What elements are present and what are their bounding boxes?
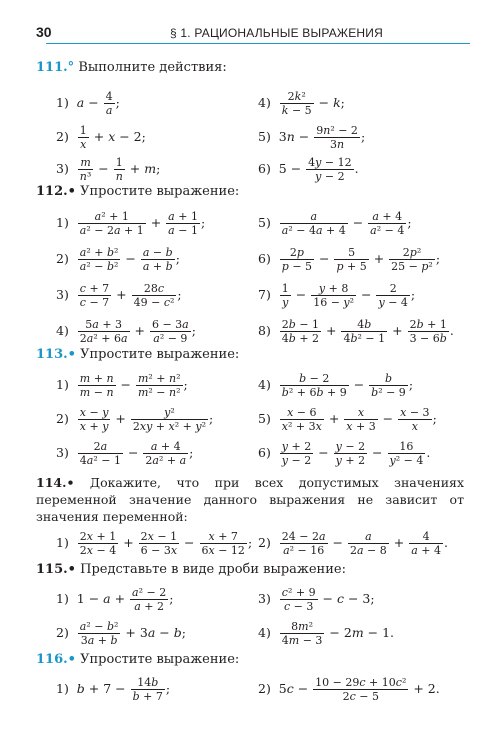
p111-item-3: 3) $\frac{m}{\text{n³}}$ − $\frac{1}{n}$ + m; xyxy=(56,156,161,183)
problem-instruction: Представьте в виде дроби выражение: xyxy=(80,562,346,577)
problem-116-heading xyxy=(36,652,239,667)
p112-item-4: 4) $\frac{5a + 3}{\text{2a² + 6a}}$ + $\frac{6 - 3a}{\text{a² − 9}}$ ; xyxy=(56,318,196,345)
problem-111-heading xyxy=(36,60,227,75)
problem-115-heading xyxy=(36,562,346,577)
p112-item-2: 2) $\frac{\text{a² + b²}}{\text{a² − b²}}$ − $\frac{a - b}{a + b}$ ; xyxy=(56,246,180,273)
p113-item-4: 4) $\frac{b - 2}{\text{b² + 6b + 9}}$ − $\frac{b}{\text{b² − 9}}$ ; xyxy=(258,372,414,399)
p113-item-6: 6) $\frac{y + 2}{y - 2}$ − $\frac{y - 2}{y + 2}$ − $\frac{16}{\text{y² − 4}}$ . xyxy=(258,440,431,467)
p115-item-1: 1) 1 − a + $\frac{\text{a² − 2}}{a + 2}$ ; xyxy=(56,586,174,613)
p115-item-4: 4) $\frac{\text{8m²}}{4m - 3}$ − 2m − 1. xyxy=(258,620,395,647)
p111-item-2: 2) $\frac{1}{x}$ + x − 2; xyxy=(56,124,146,151)
p116-item-1: 1) b + 7 − $\frac{14b}{b + 7}$ ; xyxy=(56,676,171,703)
p114-item-1: 1) $\frac{2x + 1}{2x - 4}$ + $\frac{2x - 1}{6 - 3x}$ − $\frac{x + 7}{6x - 12}$ ; xyxy=(56,530,253,557)
problem-number: 114.• xyxy=(36,475,75,490)
problem-instruction: Выполните действия: xyxy=(78,60,227,75)
header-rule xyxy=(46,43,470,44)
p113-item-1: 1) $\frac{m + n}{m - n}$ − $\frac{\text{m² + n²}}{\text{m² − n²}}$ ; xyxy=(56,372,188,399)
problem-number: 113.• xyxy=(36,347,76,362)
p115-item-2: 2) $\frac{\text{a² − b²}}{3a + b}$ + 3a − b; xyxy=(56,620,186,647)
problem-instruction: Докажите, что при всех допустимых значениях переменной значение данного выражения не зависит от значения переменной: xyxy=(36,475,464,524)
problem-instruction: Упростите выражение: xyxy=(80,652,240,667)
problem-114-heading xyxy=(36,474,464,525)
p113-item-5: 5) $\frac{x - 6}{\text{x² + 3x}}$ + $\frac{x}{x + 3}$ − $\frac{x - 3}{x}$ ; xyxy=(258,406,437,433)
problem-number: 112.• xyxy=(36,184,76,199)
p116-item-2: 2) 5c − $\frac{\text{10 − 29c + 10c²}}{2c - 5}$ + 2. xyxy=(258,676,440,703)
problem-112-heading xyxy=(36,184,239,199)
p112-item-1: 1) $\frac{\text{a² + 1}}{\text{a² − 2a + 1}}$ + $\frac{a + 1}{a - 1}$ ; xyxy=(56,210,206,237)
p112-item-7: 7) $\frac{1}{y}$ − $\frac{y + 8}{\text{16 − y²}}$ − $\frac{2}{y - 4}$ ; xyxy=(258,282,416,309)
p113-item-2: 2) $\frac{x - y}{x + y}$ + $\frac{\text{y²}}{\text{2xy + x² + y²}}$ ; xyxy=(56,406,214,433)
p111-item-1: 1) a − $\frac{4}{a}$ ; xyxy=(56,90,120,117)
p111-item-5: 5) 3n − $\frac{\text{9n² − 2}}{3n}$ ; xyxy=(258,124,366,151)
problem-number: 111.° xyxy=(36,60,75,75)
p115-item-3: 3) $\frac{\text{c² + 9}}{c - 3}$ − c − 3; xyxy=(258,586,375,613)
p111-item-4: 4) $\frac{\text{2k²}}{k - 5}$ − k; xyxy=(258,90,345,117)
page-header xyxy=(10,22,460,44)
p112-item-8: 8) $\frac{2b - 1}{4b + 2}$ + $\frac{4b}{\text{4b² − 1}}$ + $\frac{2b + 1}{3 - 6b}$ . xyxy=(258,318,454,345)
p112-item-6: 6) $\frac{2p}{p - 5}$ − $\frac{5}{p + 5}$ + $\frac{\text{2p²}}{\text{25 − p²}}$ ; xyxy=(258,246,441,273)
problem-number: 116.• xyxy=(36,652,76,667)
p112-item-5: 5) $\frac{a}{\text{a² − 4a + 4}}$ − $\frac{a + 4}{\text{a² − 4}}$ ; xyxy=(258,210,412,237)
problem-instruction: Упростите выражение: xyxy=(80,184,240,199)
page-number: 30 xyxy=(36,24,52,40)
p111-item-6: 6) 5 − $\frac{4y - 12}{y - 2}$ . xyxy=(258,156,359,183)
problem-113-heading xyxy=(36,347,239,362)
p113-item-3: 3) $\frac{2a}{\text{4a² − 1}}$ − $\frac{a + 4}{\text{2a² + a}}$ ; xyxy=(56,440,194,467)
p112-item-3: 3) $\frac{c + 7}{c - 7}$ + $\frac{28c}{\text{49 − c²}}$ ; xyxy=(56,282,182,309)
problem-instruction: Упростите выражение: xyxy=(80,347,240,362)
problem-number: 115.• xyxy=(36,562,76,577)
p114-item-2: 2) $\frac{24 - 2a}{\text{a² − 16}}$ − $\frac{a}{2a - 8}$ + $\frac{4}{a + 4}$ . xyxy=(258,530,448,557)
section-title: § 1. РАЦИОНАЛЬНЫЕ ВЫРАЖЕНИЯ xyxy=(170,26,383,40)
